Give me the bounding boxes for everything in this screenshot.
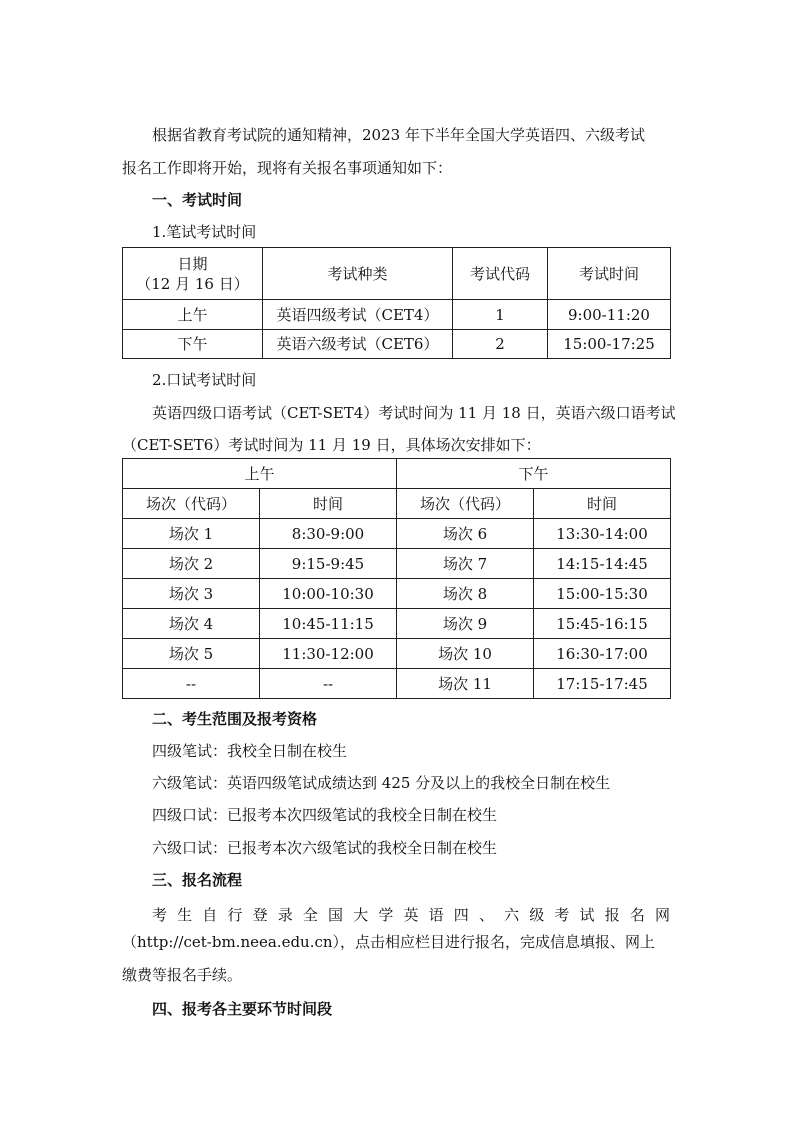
header-exam-code: 考试代码 — [453, 248, 548, 300]
header-morning: 上午 — [123, 459, 397, 489]
table-row — [123, 669, 671, 699]
eligibility-item: 四级笔试：我校全日制在校生 — [152, 742, 348, 760]
table-cell: 15:45-16:15 — [534, 609, 671, 639]
header-session-am: 场次（代码） — [123, 489, 260, 519]
table-cell: 1 — [453, 300, 548, 330]
section-3-title: 三、报名流程 — [152, 871, 243, 889]
intro-line-2: 报名工作即将开始，现将有关报名事项通知如下： — [122, 159, 453, 177]
table-cell: 15:00-17:25 — [548, 330, 671, 359]
oral-exam-table — [122, 458, 671, 699]
process-line-1: 考生自行登录全国大学英语四、六级考试报名网 — [152, 906, 670, 924]
table-cell: 场次 2 — [123, 549, 260, 579]
table-cell: 场次 11 — [397, 669, 534, 699]
table-row — [123, 300, 671, 330]
eligibility-item: 六级口试：已报考本次六级笔试的我校全日制在校生 — [152, 839, 498, 857]
table-cell: 下午 — [123, 330, 263, 359]
table-row — [123, 609, 671, 639]
table-cell: 场次 10 — [397, 639, 534, 669]
table-cell: -- — [123, 669, 260, 699]
table-cell: 9:15-9:45 — [260, 549, 397, 579]
table-group-header-row — [123, 459, 671, 489]
table-row — [123, 519, 671, 549]
header-date-line2: （12 月 16 日） — [136, 274, 249, 293]
table-cell: 场次 7 — [397, 549, 534, 579]
table-cell: 场次 6 — [397, 519, 534, 549]
table-row — [123, 639, 671, 669]
oral-exam-line-1: 英语四级口语考试（CET-SET4）考试时间为 11 月 18 日，英语六级口语考试 — [152, 404, 676, 422]
table-cell: 英语四级考试（CET4） — [263, 300, 453, 330]
table-cell: 英语六级考试（CET6） — [263, 330, 453, 359]
header-time-am: 时间 — [260, 489, 397, 519]
header-date-line1: 日期 — [177, 254, 208, 273]
table-cell: 14:15-14:45 — [534, 549, 671, 579]
table-cell: 场次 5 — [123, 639, 260, 669]
table-cell: 场次 1 — [123, 519, 260, 549]
table-cell: 9:00-11:20 — [548, 300, 671, 330]
header-exam-time: 考试时间 — [548, 248, 671, 300]
table-cell: 8:30-9:00 — [260, 519, 397, 549]
eligibility-item: 六级笔试：英语四级笔试成绩达到 425 分及以上的我校全日制在校生 — [152, 774, 611, 792]
section-2-title: 二、考生范围及报考资格 — [152, 710, 318, 728]
table-row — [123, 549, 671, 579]
header-afternoon: 下午 — [397, 459, 671, 489]
process-line-2: （http://cet-bm.neea.edu.cn），点击相应栏目进行报名，完成信息填报、网上 — [122, 933, 656, 951]
table-cell: 11:30-12:00 — [260, 639, 397, 669]
table-header-row — [123, 489, 671, 519]
written-exam-table — [122, 247, 671, 359]
written-exam-subtitle: 1.笔试考试时间 — [152, 223, 257, 241]
section-4-title: 四、报考各主要环节时间段 — [152, 1000, 333, 1018]
table-cell: 场次 8 — [397, 579, 534, 609]
table-cell: 17:15-17:45 — [534, 669, 671, 699]
table-cell: 场次 4 — [123, 609, 260, 639]
header-date — [123, 248, 263, 300]
intro-line-1: 根据省教育考试院的通知精神，2023 年下半年全国大学英语四、六级考试 — [152, 126, 645, 144]
header-session-pm: 场次（代码） — [397, 489, 534, 519]
table-cell: 10:45-11:15 — [260, 609, 397, 639]
table-row — [123, 579, 671, 609]
table-cell: 15:00-15:30 — [534, 579, 671, 609]
header-time-pm: 时间 — [534, 489, 671, 519]
table-cell: 上午 — [123, 300, 263, 330]
table-row — [123, 330, 671, 359]
section-1-title: 一、考试时间 — [152, 191, 243, 209]
table-cell: 16:30-17:00 — [534, 639, 671, 669]
table-cell: 2 — [453, 330, 548, 359]
table-cell: 场次 3 — [123, 579, 260, 609]
table-cell: 场次 9 — [397, 609, 534, 639]
table-cell: 10:00-10:30 — [260, 579, 397, 609]
eligibility-item: 四级口试：已报考本次四级笔试的我校全日制在校生 — [152, 806, 498, 824]
table-cell: 13:30-14:00 — [534, 519, 671, 549]
oral-exam-line-2: （CET-SET6）考试时间为 11 月 19 日，具体场次安排如下： — [122, 436, 541, 454]
table-header-row — [123, 248, 671, 300]
oral-exam-subtitle: 2.口试考试时间 — [152, 371, 257, 389]
table-cell: -- — [260, 669, 397, 699]
header-exam-type: 考试种类 — [263, 248, 453, 300]
process-line-3: 缴费等报名手续。 — [122, 966, 243, 984]
